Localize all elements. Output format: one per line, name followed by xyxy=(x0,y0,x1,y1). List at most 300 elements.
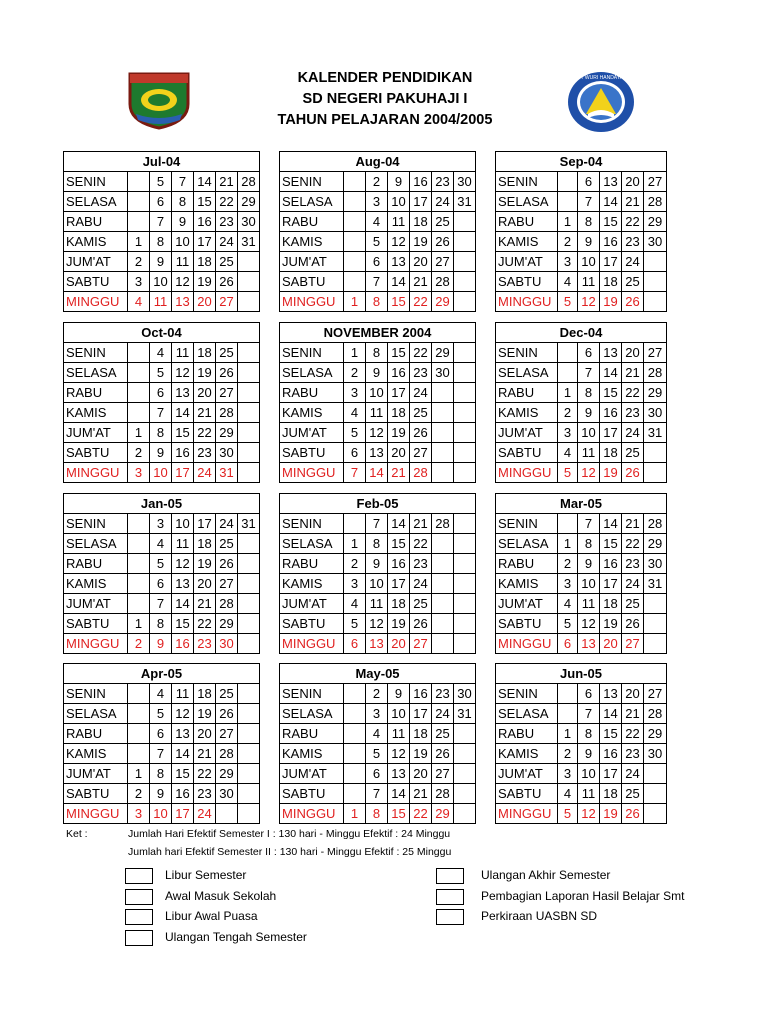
day-name-cell: RABU xyxy=(280,212,344,232)
date-cell: 27 xyxy=(644,343,667,363)
date-cell: 27 xyxy=(216,383,238,403)
date-cell: 1 xyxy=(128,232,150,252)
date-cell: 5 xyxy=(150,704,172,724)
date-cell: 8 xyxy=(578,534,600,554)
date-cell: 1 xyxy=(344,534,366,554)
date-cell xyxy=(238,463,260,483)
date-cell xyxy=(128,744,150,764)
date-cell: 4 xyxy=(150,684,172,704)
date-cell: 3 xyxy=(128,272,150,292)
date-cell xyxy=(454,463,476,483)
day-name-cell: KAMIS xyxy=(280,232,344,252)
date-cell xyxy=(644,614,667,634)
date-cell: 22 xyxy=(194,423,216,443)
month-title: May-05 xyxy=(280,664,476,684)
day-name-cell: JUM'AT xyxy=(496,764,558,784)
date-cell: 14 xyxy=(600,192,622,212)
day-name-cell: JUM'AT xyxy=(64,594,128,614)
day-name-cell: RABU xyxy=(496,383,558,403)
legend-label-awal-masuk: Awal Masuk Sekolah xyxy=(165,889,277,903)
day-row xyxy=(64,554,260,574)
date-cell xyxy=(128,704,150,724)
date-cell: 4 xyxy=(558,443,578,463)
date-cell: 14 xyxy=(366,463,388,483)
date-cell: 13 xyxy=(172,383,194,403)
day-row xyxy=(496,634,667,654)
day-name-cell: KAMIS xyxy=(280,403,344,423)
day-name-cell: SABTU xyxy=(64,443,128,463)
date-cell: 12 xyxy=(366,614,388,634)
day-row xyxy=(280,554,476,574)
day-name-cell: SABTU xyxy=(280,784,344,804)
legend-box-libur-semester xyxy=(125,868,153,884)
legend-label-uas: Ulangan Akhir Semester xyxy=(481,868,611,882)
date-cell: 8 xyxy=(150,614,172,634)
date-cell: 26 xyxy=(216,554,238,574)
day-row xyxy=(64,343,260,363)
date-cell: 8 xyxy=(366,804,388,824)
day-row xyxy=(496,764,667,784)
date-cell: 20 xyxy=(194,292,216,312)
day-row xyxy=(280,443,476,463)
day-name-cell: MINGGU xyxy=(280,292,344,312)
date-cell: 14 xyxy=(600,514,622,534)
date-cell: 1 xyxy=(344,292,366,312)
date-cell xyxy=(644,784,667,804)
day-row xyxy=(64,784,260,804)
date-cell: 28 xyxy=(216,403,238,423)
date-cell xyxy=(432,534,454,554)
day-name-cell: JUM'AT xyxy=(496,252,558,272)
day-row xyxy=(280,744,476,764)
date-cell: 7 xyxy=(344,463,366,483)
date-cell: 14 xyxy=(194,172,216,192)
date-cell: 16 xyxy=(600,403,622,423)
date-cell xyxy=(644,292,667,312)
day-row xyxy=(280,232,476,252)
day-row xyxy=(64,172,260,192)
date-cell xyxy=(128,594,150,614)
date-cell xyxy=(644,634,667,654)
date-cell: 12 xyxy=(366,423,388,443)
legend-box-awal-masuk xyxy=(125,889,153,905)
date-cell: 6 xyxy=(150,724,172,744)
date-cell: 29 xyxy=(644,534,667,554)
date-cell: 18 xyxy=(600,272,622,292)
day-name-cell: SABTU xyxy=(280,614,344,634)
date-cell: 10 xyxy=(150,463,172,483)
date-cell: 13 xyxy=(388,252,410,272)
date-cell: 3 xyxy=(128,804,150,824)
legend-label-libur-puasa: Libur Awal Puasa xyxy=(165,909,258,923)
date-cell: 21 xyxy=(194,403,216,423)
date-cell: 28 xyxy=(644,363,667,383)
date-cell: 1 xyxy=(558,212,578,232)
date-cell xyxy=(128,343,150,363)
date-cell: 5 xyxy=(366,744,388,764)
date-cell xyxy=(454,534,476,554)
day-row xyxy=(280,423,476,443)
day-row xyxy=(280,784,476,804)
day-name-cell: SENIN xyxy=(64,343,128,363)
date-cell: 1 xyxy=(128,764,150,784)
date-cell: 16 xyxy=(388,363,410,383)
date-cell xyxy=(128,684,150,704)
day-name-cell: SELASA xyxy=(496,192,558,212)
date-cell xyxy=(238,574,260,594)
date-cell: 25 xyxy=(410,594,432,614)
date-cell: 14 xyxy=(388,784,410,804)
date-cell: 25 xyxy=(622,594,644,614)
date-cell: 8 xyxy=(150,764,172,784)
date-cell: 6 xyxy=(344,634,366,654)
date-cell: 28 xyxy=(410,463,432,483)
date-cell: 19 xyxy=(194,704,216,724)
month-title: Feb-05 xyxy=(280,494,476,514)
day-name-cell: RABU xyxy=(496,212,558,232)
date-cell: 14 xyxy=(600,704,622,724)
date-cell: 29 xyxy=(432,292,454,312)
month-table xyxy=(279,493,476,654)
date-cell: 17 xyxy=(410,192,432,212)
title-line-2: SD NEGERI PAKUHAJI I xyxy=(302,91,468,107)
day-row xyxy=(280,764,476,784)
date-cell: 1 xyxy=(558,383,578,403)
date-cell: 12 xyxy=(172,554,194,574)
date-cell: 18 xyxy=(600,443,622,463)
day-name-cell: KAMIS xyxy=(64,232,128,252)
date-cell xyxy=(454,423,476,443)
day-row xyxy=(280,212,476,232)
day-name-cell: JUM'AT xyxy=(280,252,344,272)
date-cell: 20 xyxy=(410,764,432,784)
date-cell: 19 xyxy=(410,744,432,764)
date-cell: 24 xyxy=(194,463,216,483)
day-name-cell: MINGGU xyxy=(496,634,558,654)
date-cell: 9 xyxy=(578,403,600,423)
date-cell: 6 xyxy=(150,383,172,403)
date-cell xyxy=(128,172,150,192)
date-cell xyxy=(344,764,366,784)
date-cell: 3 xyxy=(344,383,366,403)
date-cell: 10 xyxy=(366,574,388,594)
day-row xyxy=(64,212,260,232)
date-cell xyxy=(454,554,476,574)
day-row xyxy=(64,423,260,443)
day-row xyxy=(64,804,260,824)
date-cell: 23 xyxy=(410,363,432,383)
day-row xyxy=(496,704,667,724)
day-name-cell: MINGGU xyxy=(64,804,128,824)
date-cell: 25 xyxy=(432,724,454,744)
day-name-cell: SABTU xyxy=(64,784,128,804)
day-row xyxy=(64,192,260,212)
date-cell xyxy=(238,704,260,724)
date-cell: 7 xyxy=(366,784,388,804)
month-title: NOVEMBER 2004 xyxy=(280,323,476,343)
date-cell xyxy=(128,574,150,594)
date-cell: 30 xyxy=(644,554,667,574)
date-cell: 5 xyxy=(344,423,366,443)
day-row xyxy=(64,574,260,594)
date-cell xyxy=(344,704,366,724)
day-name-cell: RABU xyxy=(64,383,128,403)
day-name-cell: JUM'AT xyxy=(496,594,558,614)
date-cell: 6 xyxy=(366,764,388,784)
date-cell: 26 xyxy=(216,363,238,383)
date-cell: 3 xyxy=(366,192,388,212)
date-cell: 18 xyxy=(388,594,410,614)
date-cell: 21 xyxy=(622,363,644,383)
month-table xyxy=(495,493,667,654)
day-name-cell: RABU xyxy=(496,724,558,744)
day-row xyxy=(280,252,476,272)
date-cell: 6 xyxy=(366,252,388,272)
date-cell: 12 xyxy=(172,704,194,724)
day-row xyxy=(280,614,476,634)
day-row xyxy=(280,403,476,423)
date-cell: 26 xyxy=(622,804,644,824)
date-cell: 25 xyxy=(622,272,644,292)
date-cell: 24 xyxy=(432,704,454,724)
date-cell xyxy=(454,724,476,744)
date-cell xyxy=(432,463,454,483)
day-name-cell: RABU xyxy=(64,724,128,744)
date-cell xyxy=(216,804,238,824)
date-cell: 19 xyxy=(410,232,432,252)
date-cell: 21 xyxy=(410,514,432,534)
legend-box-libur-puasa xyxy=(125,909,153,925)
day-name-cell: SELASA xyxy=(64,192,128,212)
date-cell: 2 xyxy=(366,684,388,704)
date-cell xyxy=(558,172,578,192)
date-cell: 17 xyxy=(600,574,622,594)
date-cell: 24 xyxy=(622,764,644,784)
day-name-cell: RABU xyxy=(280,724,344,744)
date-cell xyxy=(344,192,366,212)
day-row xyxy=(280,514,476,534)
day-row xyxy=(64,614,260,634)
date-cell: 10 xyxy=(578,252,600,272)
day-name-cell: RABU xyxy=(280,554,344,574)
date-cell xyxy=(454,343,476,363)
month-table xyxy=(495,322,667,483)
day-name-cell: KAMIS xyxy=(64,744,128,764)
date-cell: 3 xyxy=(128,463,150,483)
date-cell: 16 xyxy=(600,744,622,764)
date-cell: 24 xyxy=(216,232,238,252)
date-cell: 26 xyxy=(216,704,238,724)
day-name-cell: MINGGU xyxy=(280,634,344,654)
day-name-cell: SENIN xyxy=(496,514,558,534)
date-cell: 18 xyxy=(600,784,622,804)
day-name-cell: SABTU xyxy=(496,784,558,804)
date-cell: 7 xyxy=(578,514,600,534)
date-cell: 22 xyxy=(622,212,644,232)
day-row xyxy=(496,443,667,463)
date-cell xyxy=(344,514,366,534)
date-cell xyxy=(238,724,260,744)
date-cell: 18 xyxy=(194,684,216,704)
day-name-cell: SENIN xyxy=(496,172,558,192)
date-cell: 23 xyxy=(622,554,644,574)
date-cell xyxy=(344,172,366,192)
month-table xyxy=(279,322,476,483)
date-cell: 13 xyxy=(600,684,622,704)
date-cell: 27 xyxy=(410,634,432,654)
date-cell xyxy=(344,272,366,292)
date-cell: 16 xyxy=(600,554,622,574)
date-cell: 24 xyxy=(432,192,454,212)
day-row xyxy=(280,343,476,363)
month-table xyxy=(63,151,260,312)
date-cell: 20 xyxy=(194,574,216,594)
day-row xyxy=(280,724,476,744)
day-row xyxy=(64,744,260,764)
date-cell: 28 xyxy=(216,744,238,764)
day-row xyxy=(496,684,667,704)
day-row xyxy=(64,704,260,724)
date-cell: 4 xyxy=(558,594,578,614)
date-cell: 5 xyxy=(366,232,388,252)
date-cell: 22 xyxy=(194,614,216,634)
date-cell: 4 xyxy=(366,724,388,744)
date-cell: 13 xyxy=(600,343,622,363)
date-cell: 13 xyxy=(578,634,600,654)
date-cell: 15 xyxy=(600,534,622,554)
day-name-cell: SELASA xyxy=(496,704,558,724)
day-name-cell: SENIN xyxy=(280,172,344,192)
date-cell: 9 xyxy=(578,232,600,252)
day-name-cell: KAMIS xyxy=(496,403,558,423)
date-cell: 16 xyxy=(388,554,410,574)
date-cell: 29 xyxy=(238,192,260,212)
date-cell xyxy=(344,724,366,744)
day-row xyxy=(280,383,476,403)
day-name-cell: KAMIS xyxy=(64,574,128,594)
date-cell: 16 xyxy=(172,784,194,804)
day-row xyxy=(496,784,667,804)
date-cell: 15 xyxy=(388,343,410,363)
date-cell: 16 xyxy=(172,634,194,654)
month-title: Jul-04 xyxy=(64,152,260,172)
day-name-cell: SENIN xyxy=(280,343,344,363)
day-row xyxy=(496,403,667,423)
date-cell xyxy=(128,724,150,744)
date-cell: 21 xyxy=(194,744,216,764)
date-cell xyxy=(558,514,578,534)
date-cell xyxy=(644,764,667,784)
date-cell: 2 xyxy=(558,744,578,764)
day-row xyxy=(64,272,260,292)
date-cell: 30 xyxy=(216,784,238,804)
date-cell xyxy=(128,403,150,423)
day-row xyxy=(496,383,667,403)
date-cell: 20 xyxy=(600,634,622,654)
date-cell: 10 xyxy=(578,764,600,784)
date-cell: 8 xyxy=(150,423,172,443)
date-cell: 20 xyxy=(194,383,216,403)
date-cell: 20 xyxy=(622,172,644,192)
date-cell: 13 xyxy=(172,724,194,744)
day-row xyxy=(496,232,667,252)
day-row xyxy=(496,534,667,554)
date-cell xyxy=(558,684,578,704)
day-name-cell: RABU xyxy=(64,212,128,232)
date-cell: 31 xyxy=(454,704,476,724)
date-cell: 10 xyxy=(366,383,388,403)
date-cell xyxy=(344,252,366,272)
date-cell: 15 xyxy=(600,383,622,403)
date-cell: 14 xyxy=(600,363,622,383)
date-cell xyxy=(238,272,260,292)
date-cell xyxy=(238,292,260,312)
date-cell xyxy=(644,443,667,463)
date-cell: 27 xyxy=(216,724,238,744)
date-cell: 2 xyxy=(128,443,150,463)
date-cell: 11 xyxy=(172,252,194,272)
date-cell: 11 xyxy=(578,594,600,614)
date-cell: 3 xyxy=(558,423,578,443)
date-cell: 19 xyxy=(194,272,216,292)
date-cell xyxy=(238,784,260,804)
date-cell: 19 xyxy=(600,292,622,312)
day-name-cell: KAMIS xyxy=(64,403,128,423)
date-cell: 30 xyxy=(644,232,667,252)
date-cell: 13 xyxy=(600,172,622,192)
day-name-cell: SELASA xyxy=(280,704,344,724)
date-cell: 4 xyxy=(558,784,578,804)
date-cell: 15 xyxy=(600,724,622,744)
day-name-cell: SABTU xyxy=(280,272,344,292)
day-row xyxy=(64,463,260,483)
day-name-cell: SENIN xyxy=(496,684,558,704)
date-cell: 17 xyxy=(600,764,622,784)
ket-semester-2: Jumlah hari Efektif Semester II : 130 hari - Minggu Efektif : 25 Minggu xyxy=(128,846,452,858)
date-cell: 8 xyxy=(366,534,388,554)
date-cell xyxy=(454,764,476,784)
date-cell: 31 xyxy=(454,192,476,212)
date-cell: 25 xyxy=(216,252,238,272)
date-cell: 3 xyxy=(366,704,388,724)
date-cell: 11 xyxy=(388,212,410,232)
date-cell: 4 xyxy=(344,594,366,614)
date-cell: 28 xyxy=(432,272,454,292)
date-cell: 9 xyxy=(150,443,172,463)
date-cell: 14 xyxy=(172,403,194,423)
date-cell: 2 xyxy=(558,554,578,574)
date-cell: 14 xyxy=(172,744,194,764)
day-name-cell: KAMIS xyxy=(496,744,558,764)
date-cell: 4 xyxy=(344,403,366,423)
day-row xyxy=(280,272,476,292)
day-row xyxy=(496,343,667,363)
day-row xyxy=(496,614,667,634)
date-cell: 23 xyxy=(622,232,644,252)
date-cell: 2 xyxy=(344,554,366,574)
date-cell: 20 xyxy=(622,684,644,704)
date-cell: 18 xyxy=(388,403,410,423)
day-row xyxy=(64,383,260,403)
day-name-cell: SELASA xyxy=(64,534,128,554)
date-cell: 11 xyxy=(388,724,410,744)
month-table xyxy=(63,663,260,824)
date-cell xyxy=(432,634,454,654)
date-cell: 14 xyxy=(388,272,410,292)
day-name-cell: SELASA xyxy=(280,534,344,554)
date-cell: 19 xyxy=(194,554,216,574)
date-cell: 25 xyxy=(622,443,644,463)
